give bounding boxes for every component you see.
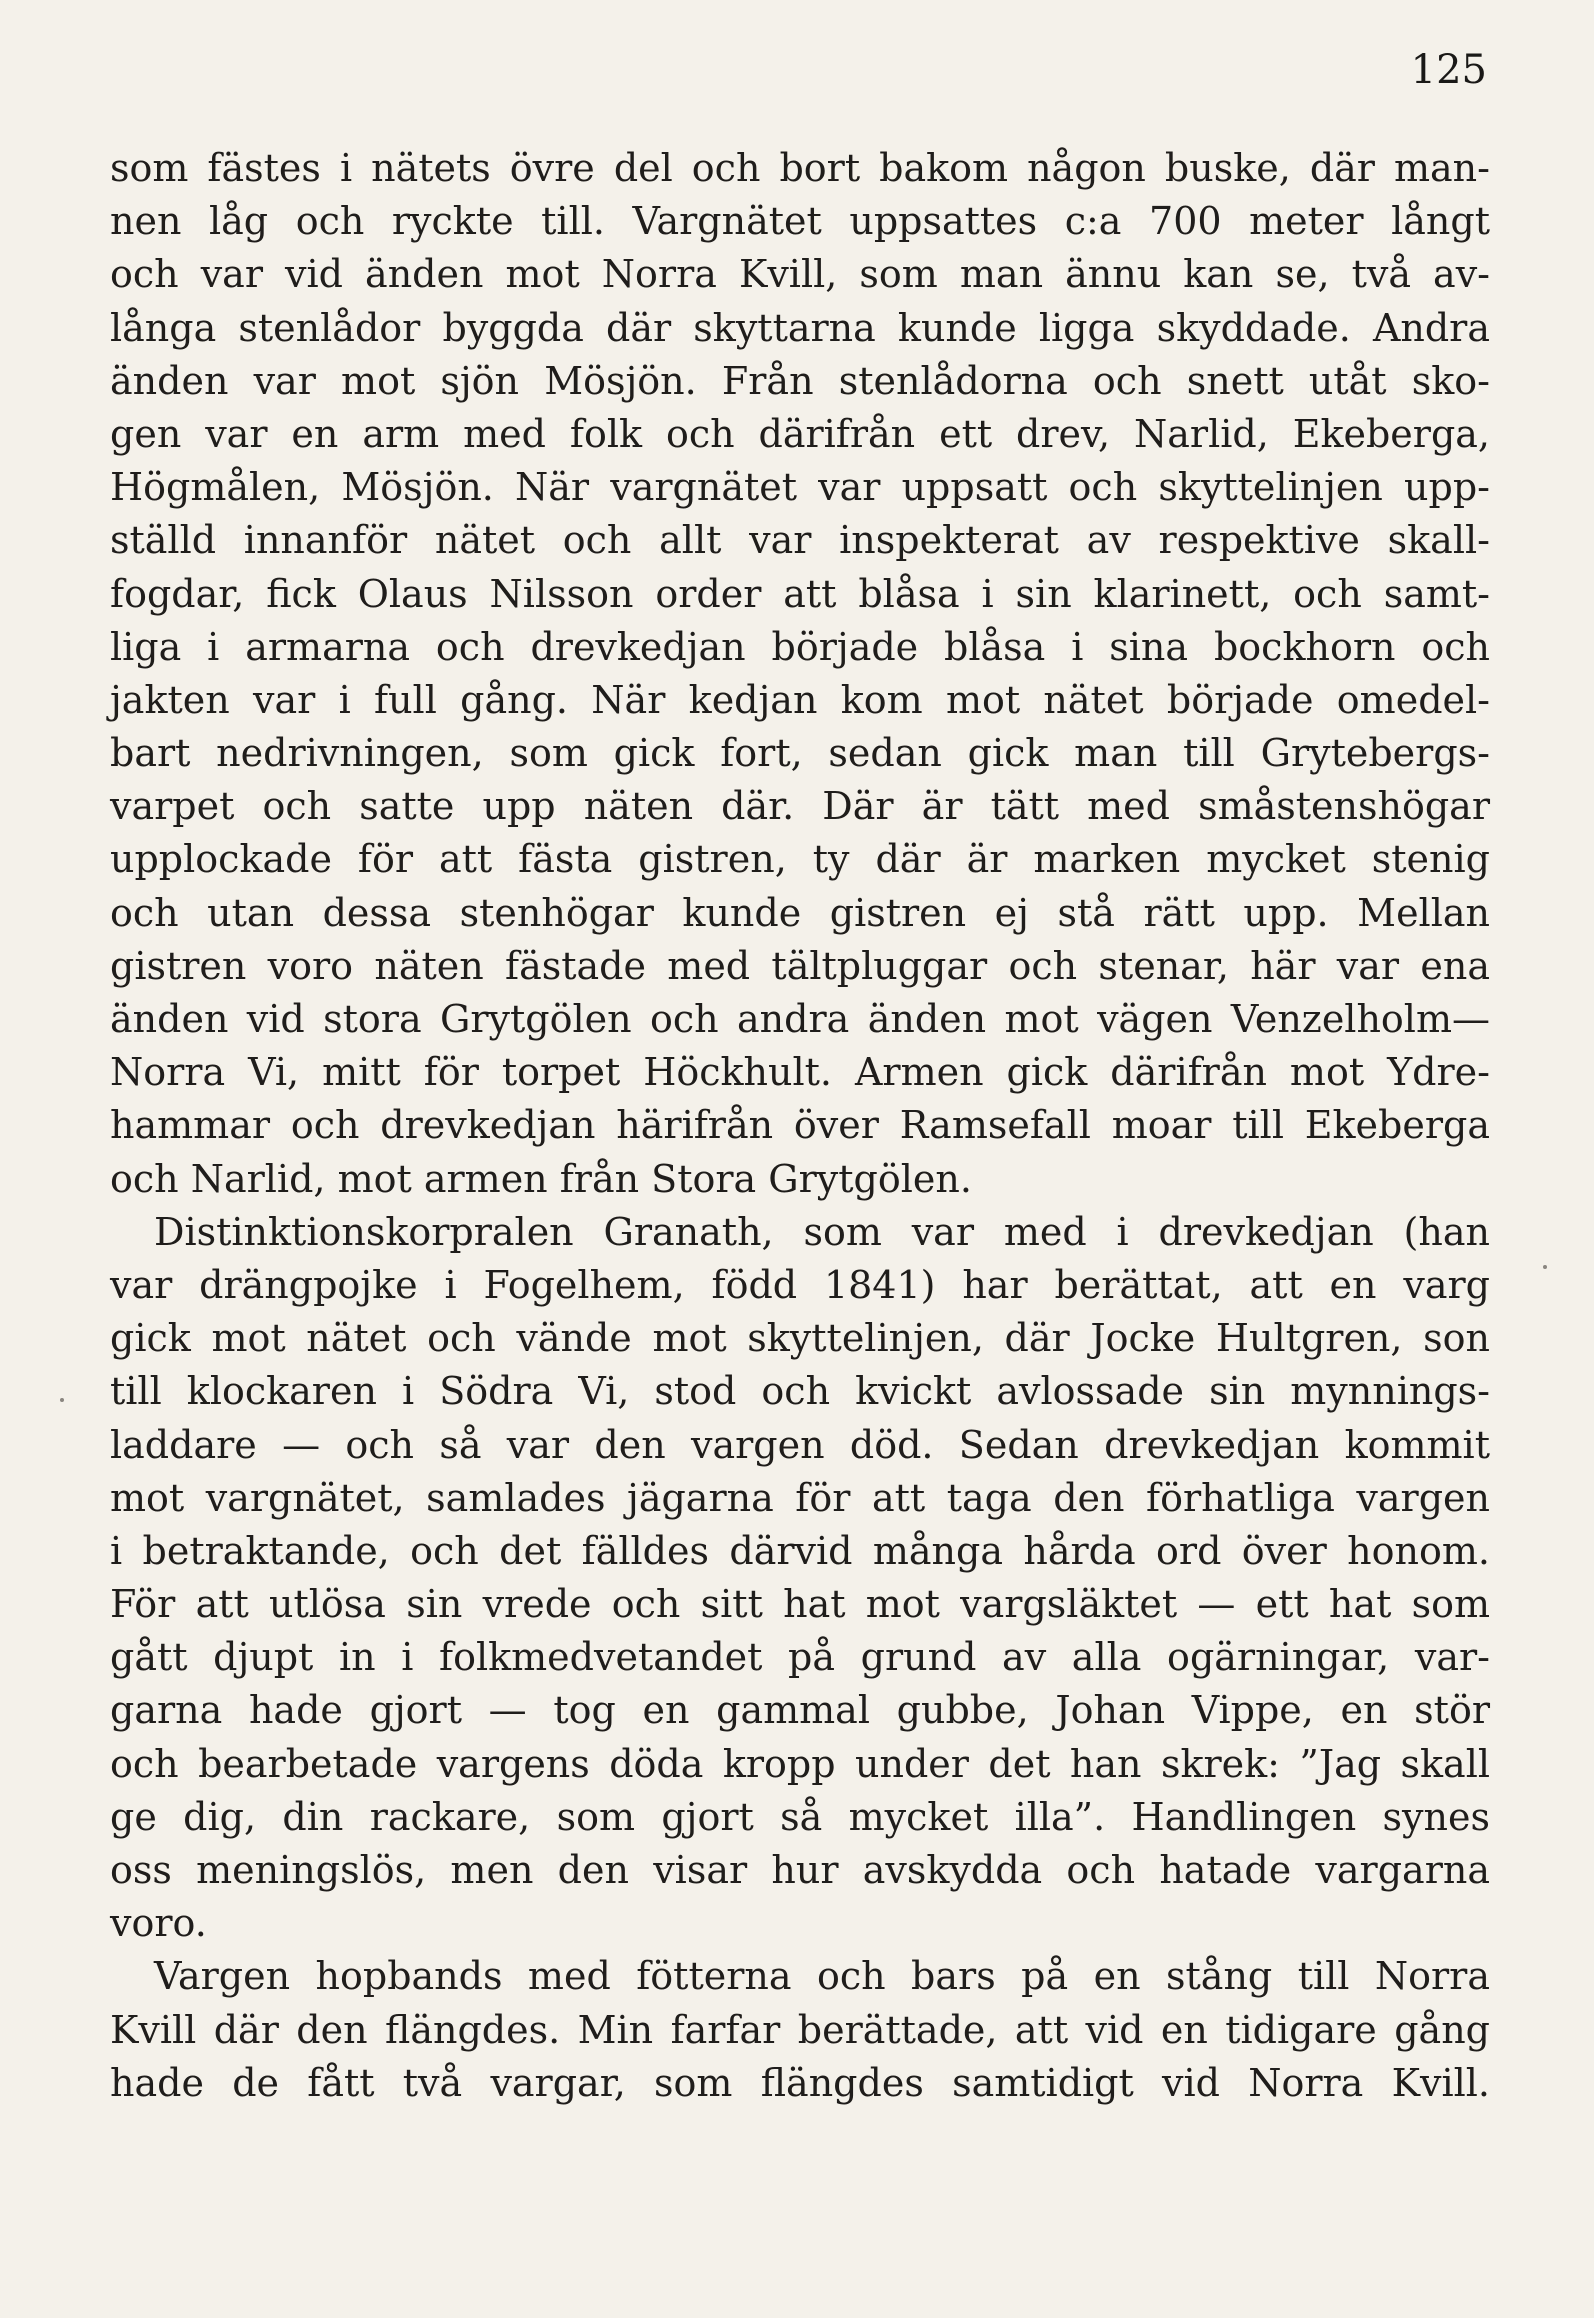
- text-line: Högmålen, Mösjön. När vargnätet var uppsatt och skyttelinjen upp-: [110, 465, 1490, 510]
- paper-speck: [60, 1398, 64, 1402]
- text-line: hammar och drevkedjan härifrån över Ramsefall moar till Ekeberga: [110, 1103, 1490, 1148]
- page-number: 125: [1410, 47, 1487, 93]
- text-line: voro.: [110, 1901, 207, 1946]
- text-line: laddare — och så var den vargen död. Sedan drevkedjan kommit: [110, 1422, 1490, 1467]
- text-line: oss meningslös, men den visar hur avskydda och hatade vargarna: [110, 1848, 1490, 1892]
- text-line: ställd innanför nätet och allt var inspekterat av respektive skall-: [110, 518, 1490, 563]
- text-line: i betraktande, och det fälldes därvid många hårda ord över honom.: [110, 1528, 1490, 1573]
- text-line: till klockaren i Södra Vi, stod och kvickt avlossade sin mynnings-: [110, 1369, 1490, 1414]
- text-line: bart nedrivningen, som gick fort, sedan gick man till Grytebergs-: [110, 731, 1490, 776]
- paper-speck: [1543, 1265, 1547, 1269]
- text-line: och bearbetade vargens döda kropp under det han skrek: ”Jag skall: [110, 1741, 1490, 1786]
- text-line: som fästes i nätets övre del och bort bakom någon buske, där man-: [110, 146, 1490, 190]
- text-line: hade de fått två vargar, som flängdes samtidigt vid Norra Kvill.: [110, 2060, 1490, 2105]
- paragraph: [110, 1206, 1490, 1951]
- text-line: änden var mot sjön Mösjön. Från stenlådorna och snett utåt sko-: [110, 358, 1490, 403]
- body-text: [110, 142, 1490, 2110]
- text-line: gick mot nätet och vände mot skyttelinjen, där Jocke Hultgren, son: [110, 1316, 1490, 1361]
- text-line: var drängpojke i Fogelhem, född 1841) har berättat, att en varg: [110, 1262, 1490, 1307]
- text-line: mot vargnätet, samlades jägarna för att taga den förhatliga vargen: [110, 1475, 1490, 1520]
- text-line: långa stenlådor byggda där skyttarna kunde ligga skyddade. Andra: [110, 305, 1490, 350]
- text-line: garna hade gjort — tog en gammal gubbe, Johan Vippe, en stör: [110, 1688, 1490, 1733]
- text-line: gen var en arm med folk och därifrån ett drev, Narlid, Ekeberga,: [110, 411, 1490, 456]
- text-line: fogdar, fick Olaus Nilsson order att blåsa i sin klarinett, och samt-: [110, 571, 1490, 616]
- text-line: För att utlösa sin vrede och sitt hat mot vargsläktet — ett hat som: [110, 1582, 1490, 1627]
- text-line: upplockade för att fästa gistren, ty där är marken mycket stenig: [110, 837, 1490, 882]
- text-line: Kvill där den flängdes. Min farfar berättade, att vid en tidigare gång: [110, 2007, 1490, 2052]
- text-line: ge dig, din rackare, som gjort så mycket illa”. Handlingen synes: [110, 1794, 1490, 1839]
- text-line: gått djupt in i folkmedvetandet på grund av alla ogärningar, var-: [110, 1635, 1490, 1680]
- text-line: och var vid änden mot Norra Kvill, som man ännu kan se, två av-: [110, 252, 1490, 297]
- text-line: Norra Vi, mitt för torpet Höckhult. Armen gick därifrån mot Ydre-: [110, 1050, 1490, 1095]
- text-line: varpet och satte upp näten där. Där är tätt med småstenshögar: [110, 784, 1490, 829]
- text-line: Distinktionskorpralen Granath, som var med i drevkedjan (han: [154, 1209, 1490, 1254]
- text-line: gistren voro näten fästade med tältpluggar och stenar, här var ena: [110, 943, 1490, 988]
- text-line: jakten var i full gång. När kedjan kom mot nätet började omedel-: [110, 677, 1490, 722]
- text-line: Vargen hopbands med fötterna och bars på en stång till Norra: [154, 1954, 1490, 1999]
- text-line: änden vid stora Grytgölen och andra änden mot vägen Venzelholm—: [110, 997, 1490, 1041]
- paragraph: [110, 1950, 1490, 2110]
- text-line: och utan dessa stenhögar kunde gistren ej stå rätt upp. Mellan: [110, 890, 1490, 935]
- paragraph: [110, 142, 1490, 1206]
- text-line: liga i armarna och drevkedjan började blåsa i sina bockhorn och: [110, 624, 1490, 669]
- text-line: nen låg och ryckte till. Vargnätet uppsattes c:a 700 meter långt: [110, 199, 1490, 244]
- text-line: och Narlid, mot armen från Stora Grytgölen.: [110, 1156, 972, 1201]
